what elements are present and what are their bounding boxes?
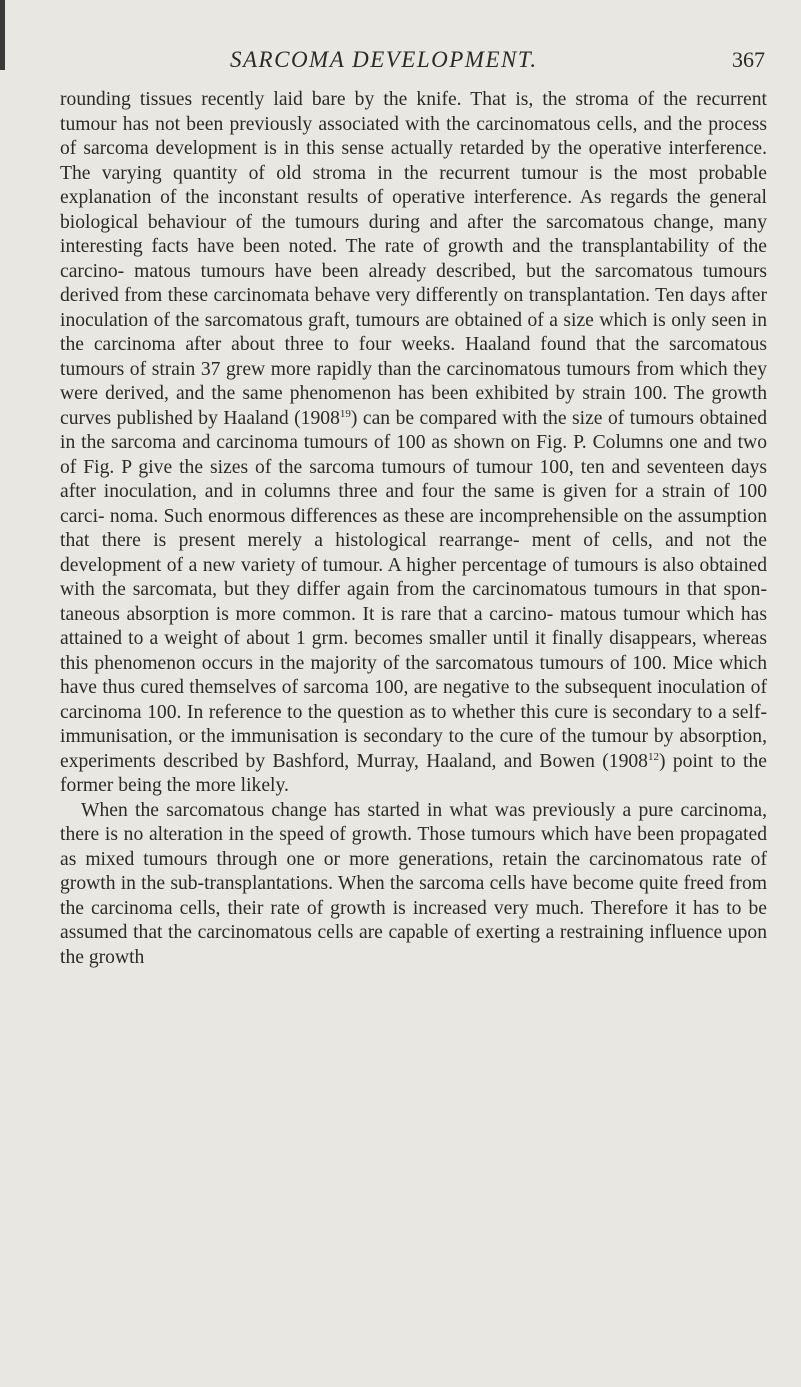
reference-12: 12 bbox=[647, 750, 659, 763]
reference-19: 19 bbox=[339, 407, 351, 420]
paragraph-2: When the sarcomatous change has started in what was previously a pure carcinoma, there is no alteration in the speed of growth. Those tumours which have been propagated as mixed tumours through one or more generations, retain the carcinomatous rate of growth in the sub-transplantations. When the sarcoma cells have become quite freed from the carcinoma cells, their rate of growth is increased very much. Therefore it has to be assumed that the carcinomatous cells are capable of exerting a restraining influence upon the growth bbox=[60, 799, 767, 968]
running-title: SARCOMA DEVELOPMENT. bbox=[230, 47, 538, 72]
paragraph-1-part-1: rounding tissues recently laid bare by the knife. That is, the stroma of the recurrent tumour has not been previously associated with the carcinomatous cells, and the process of sarcoma development is in this sense actually retarded by the operative interference. The varying quantity of old stroma in the recurrent tumour is the most probable explanation of the inconstant results of operative interference. As regards the general biological behaviour of the tumours during and after the sarcomatous change, many interesting facts have been noted. The rate of growth and the transplantability of the carcino- matous tumours have been already described, but the sarcomatous tumours derived from these carcinomata behave very differently on transplantation. Ten days after inoculation of the sarcomatous graft, tumours are obtained of a size which is only seen in the carcinoma after about three to four weeks. Haaland found that the sarcomatous tumours of strain 37 grew more rapidly than the carcinomatous tumours from which they were derived, and the same phenomenon has been exhibited by strain 100. The growth curves published by Haaland (1908 bbox=[60, 89, 767, 429]
body-text bbox=[60, 88, 767, 970]
paragraph-1-part-3: ) point to the former being the more likely. bbox=[60, 750, 767, 796]
page-number: 367 bbox=[732, 47, 765, 72]
paragraph-1-part-2: ) can be compared with the size of tumours obtained in the sarcoma and carcinoma tumours of 100 as shown on Fig. P. Columns one and two of Fig. P give the sizes of the sarcoma tumours of tumour 100, ten and seventeen days after inoculation, and in columns three and four the same is given for a strain of 100 carci- noma. Such enormous differences as these are incomprehensible on the assumption that there is present merely a histological rearrange- ment of cells, and not the development of a new variety of tumour. A higher percentage of tumours is also obtained with the sarcomata, but they differ again from the carcinomatous tumours in that spon- taneous absorption is more common. It is rare that a carcino- matous tumour which has attained to a weight of about 1 grm. becomes smaller until it finally disappears, whereas this phenomenon occurs in the majority of the sarcomatous tumours of 100. Mice which have thus cured themselves of sarcoma 100, are negative to the subsequent inoculation of carcinoma 100. In reference to the question as to whether this cure is secondary to a self-immunisation, or the immunisation is secondary to the cure of the tumour by absorption, experiments described by Bashford, Murray, Haaland, and Bowen (1908 bbox=[60, 407, 767, 772]
binding-edge bbox=[0, 0, 5, 70]
paragraph-1 bbox=[60, 88, 767, 799]
page-header bbox=[60, 47, 765, 77]
